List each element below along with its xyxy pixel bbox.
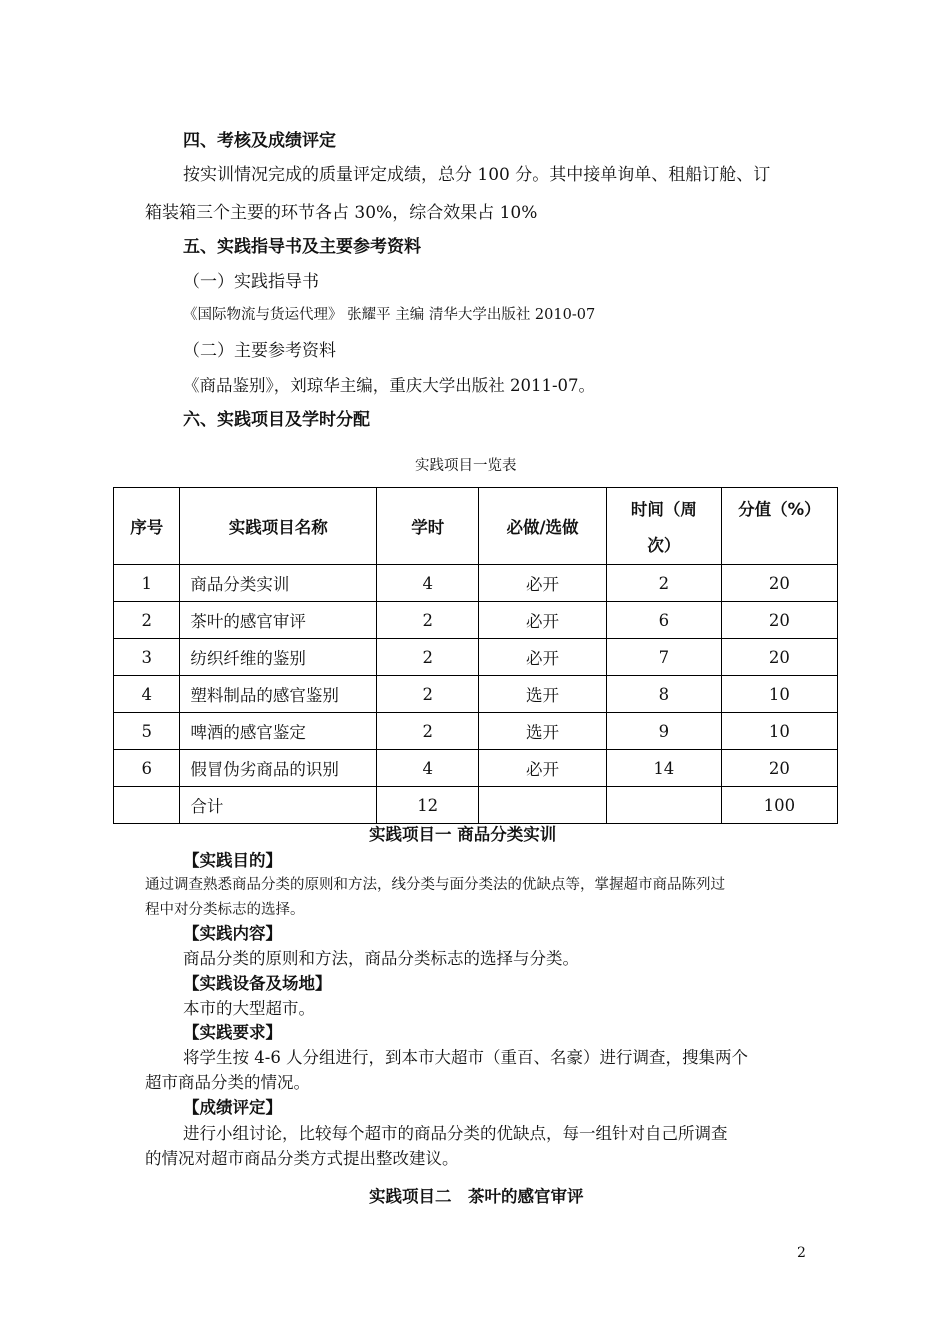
project1-requirement-line1: 将学生按 4-6 人分组进行，到本市大超市（重百、名豪）进行调查，搜集两个 xyxy=(183,1048,749,1067)
cell-hours: 2 xyxy=(377,602,479,639)
table-row xyxy=(114,602,838,639)
cell-score: 100 xyxy=(721,787,837,824)
cell-no: 5 xyxy=(114,713,180,750)
cell-no: 2 xyxy=(114,602,180,639)
section5-sub1: （一）实践指导书 xyxy=(183,272,319,292)
cell-name: 啤酒的感官鉴定 xyxy=(180,713,377,750)
cell-score: 10 xyxy=(721,713,837,750)
header-time-line1: 时间（周 xyxy=(630,500,697,519)
cell-name: 商品分类实训 xyxy=(180,565,377,602)
project1-content-text: 商品分类的原则和方法，商品分类标志的选择与分类。 xyxy=(183,949,579,968)
project1-purpose-label: 【实践目的】 xyxy=(183,851,282,870)
header-type: 必做/选做 xyxy=(479,488,607,565)
section4-para-line2: 箱装箱三个主要的环节各占 30%，综合效果占 10% xyxy=(145,203,538,223)
cell-score: 20 xyxy=(721,750,837,787)
cell-hours: 12 xyxy=(377,787,479,824)
cell-type: 必开 xyxy=(479,565,607,602)
project1-equipment-text: 本市的大型超市。 xyxy=(183,999,315,1018)
project2-title: 实践项目二 茶叶的感官审评 xyxy=(369,1187,584,1206)
project1-title: 实践项目一 商品分类实训 xyxy=(369,825,557,844)
header-score: 分值（%） xyxy=(721,488,837,565)
cell-hours: 2 xyxy=(377,676,479,713)
cell-no: 1 xyxy=(114,565,180,602)
table-row xyxy=(114,639,838,676)
cell-type: 选开 xyxy=(479,713,607,750)
section4-heading: 四、考核及成绩评定 xyxy=(183,131,336,151)
cell-time: 14 xyxy=(606,750,721,787)
header-time-line2: 次） xyxy=(647,536,681,555)
project1-requirement-label: 【实践要求】 xyxy=(183,1023,282,1042)
table-row xyxy=(114,750,838,787)
cell-type: 选开 xyxy=(479,676,607,713)
cell-time xyxy=(606,787,721,824)
cell-no xyxy=(114,787,180,824)
table-header-row xyxy=(114,488,838,565)
cell-name: 纺织纤维的鉴别 xyxy=(180,639,377,676)
cell-type: 必开 xyxy=(479,639,607,676)
project1-purpose-line2: 程中对分类标志的选择。 xyxy=(145,902,305,918)
cell-time: 9 xyxy=(606,713,721,750)
page-number: 2 xyxy=(797,1245,806,1261)
cell-type: 必开 xyxy=(479,602,607,639)
cell-no: 6 xyxy=(114,750,180,787)
cell-score: 20 xyxy=(721,602,837,639)
project1-requirement-line2: 超市商品分类的情况。 xyxy=(145,1073,310,1092)
project1-purpose-line1: 通过调查熟悉商品分类的原则和方法，线分类与面分类法的优缺点等，掌握超市商品陈列过 xyxy=(145,877,725,893)
project1-equipment-label: 【实践设备及场地】 xyxy=(183,974,332,993)
practice-table xyxy=(113,487,838,824)
cell-hours: 2 xyxy=(377,713,479,750)
section5-ref2: 《商品鉴别》，刘琼华主编，重庆大学出版社 2011-07。 xyxy=(183,376,596,395)
cell-time: 6 xyxy=(606,602,721,639)
section5-ref1: 《国际物流与货运代理》 张耀平 主编 清华大学出版社 2010-07 xyxy=(183,307,596,323)
section6-heading: 六、实践项目及学时分配 xyxy=(183,410,370,430)
project1-grading-label: 【成绩评定】 xyxy=(183,1098,282,1117)
table-row xyxy=(114,713,838,750)
section5-sub2: （二）主要参考资料 xyxy=(183,341,336,361)
section4-para-line1: 按实训情况完成的质量评定成绩，总分 100 分。其中接单询单、租船订舱、订 xyxy=(183,165,771,185)
table-total-row xyxy=(114,787,838,824)
cell-type xyxy=(479,787,607,824)
cell-time: 8 xyxy=(606,676,721,713)
cell-score: 10 xyxy=(721,676,837,713)
cell-name: 假冒伪劣商品的识别 xyxy=(180,750,377,787)
table-row xyxy=(114,565,838,602)
cell-type: 必开 xyxy=(479,750,607,787)
cell-name: 茶叶的感官审评 xyxy=(180,602,377,639)
header-time xyxy=(606,488,721,565)
cell-name: 塑料制品的感官鉴别 xyxy=(180,676,377,713)
header-no: 序号 xyxy=(114,488,180,565)
cell-time: 7 xyxy=(606,639,721,676)
cell-hours: 2 xyxy=(377,639,479,676)
cell-score: 20 xyxy=(721,565,837,602)
section5-heading: 五、实践指导书及主要参考资料 xyxy=(183,237,421,257)
cell-name: 合计 xyxy=(180,787,377,824)
project1-content-label: 【实践内容】 xyxy=(183,924,282,943)
cell-hours: 4 xyxy=(377,565,479,602)
cell-hours: 4 xyxy=(377,750,479,787)
cell-no: 4 xyxy=(114,676,180,713)
table-row xyxy=(114,676,838,713)
table-caption: 实践项目一览表 xyxy=(415,458,517,474)
project1-grading-line1: 进行小组讨论，比较每个超市的商品分类的优缺点，每一组针对自己所调查 xyxy=(183,1124,728,1143)
header-name: 实践项目名称 xyxy=(180,488,377,565)
cell-no: 3 xyxy=(114,639,180,676)
cell-score: 20 xyxy=(721,639,837,676)
project1-grading-line2: 的情况对超市商品分类方式提出整改建议。 xyxy=(145,1149,459,1168)
cell-time: 2 xyxy=(606,565,721,602)
header-hours: 学时 xyxy=(377,488,479,565)
